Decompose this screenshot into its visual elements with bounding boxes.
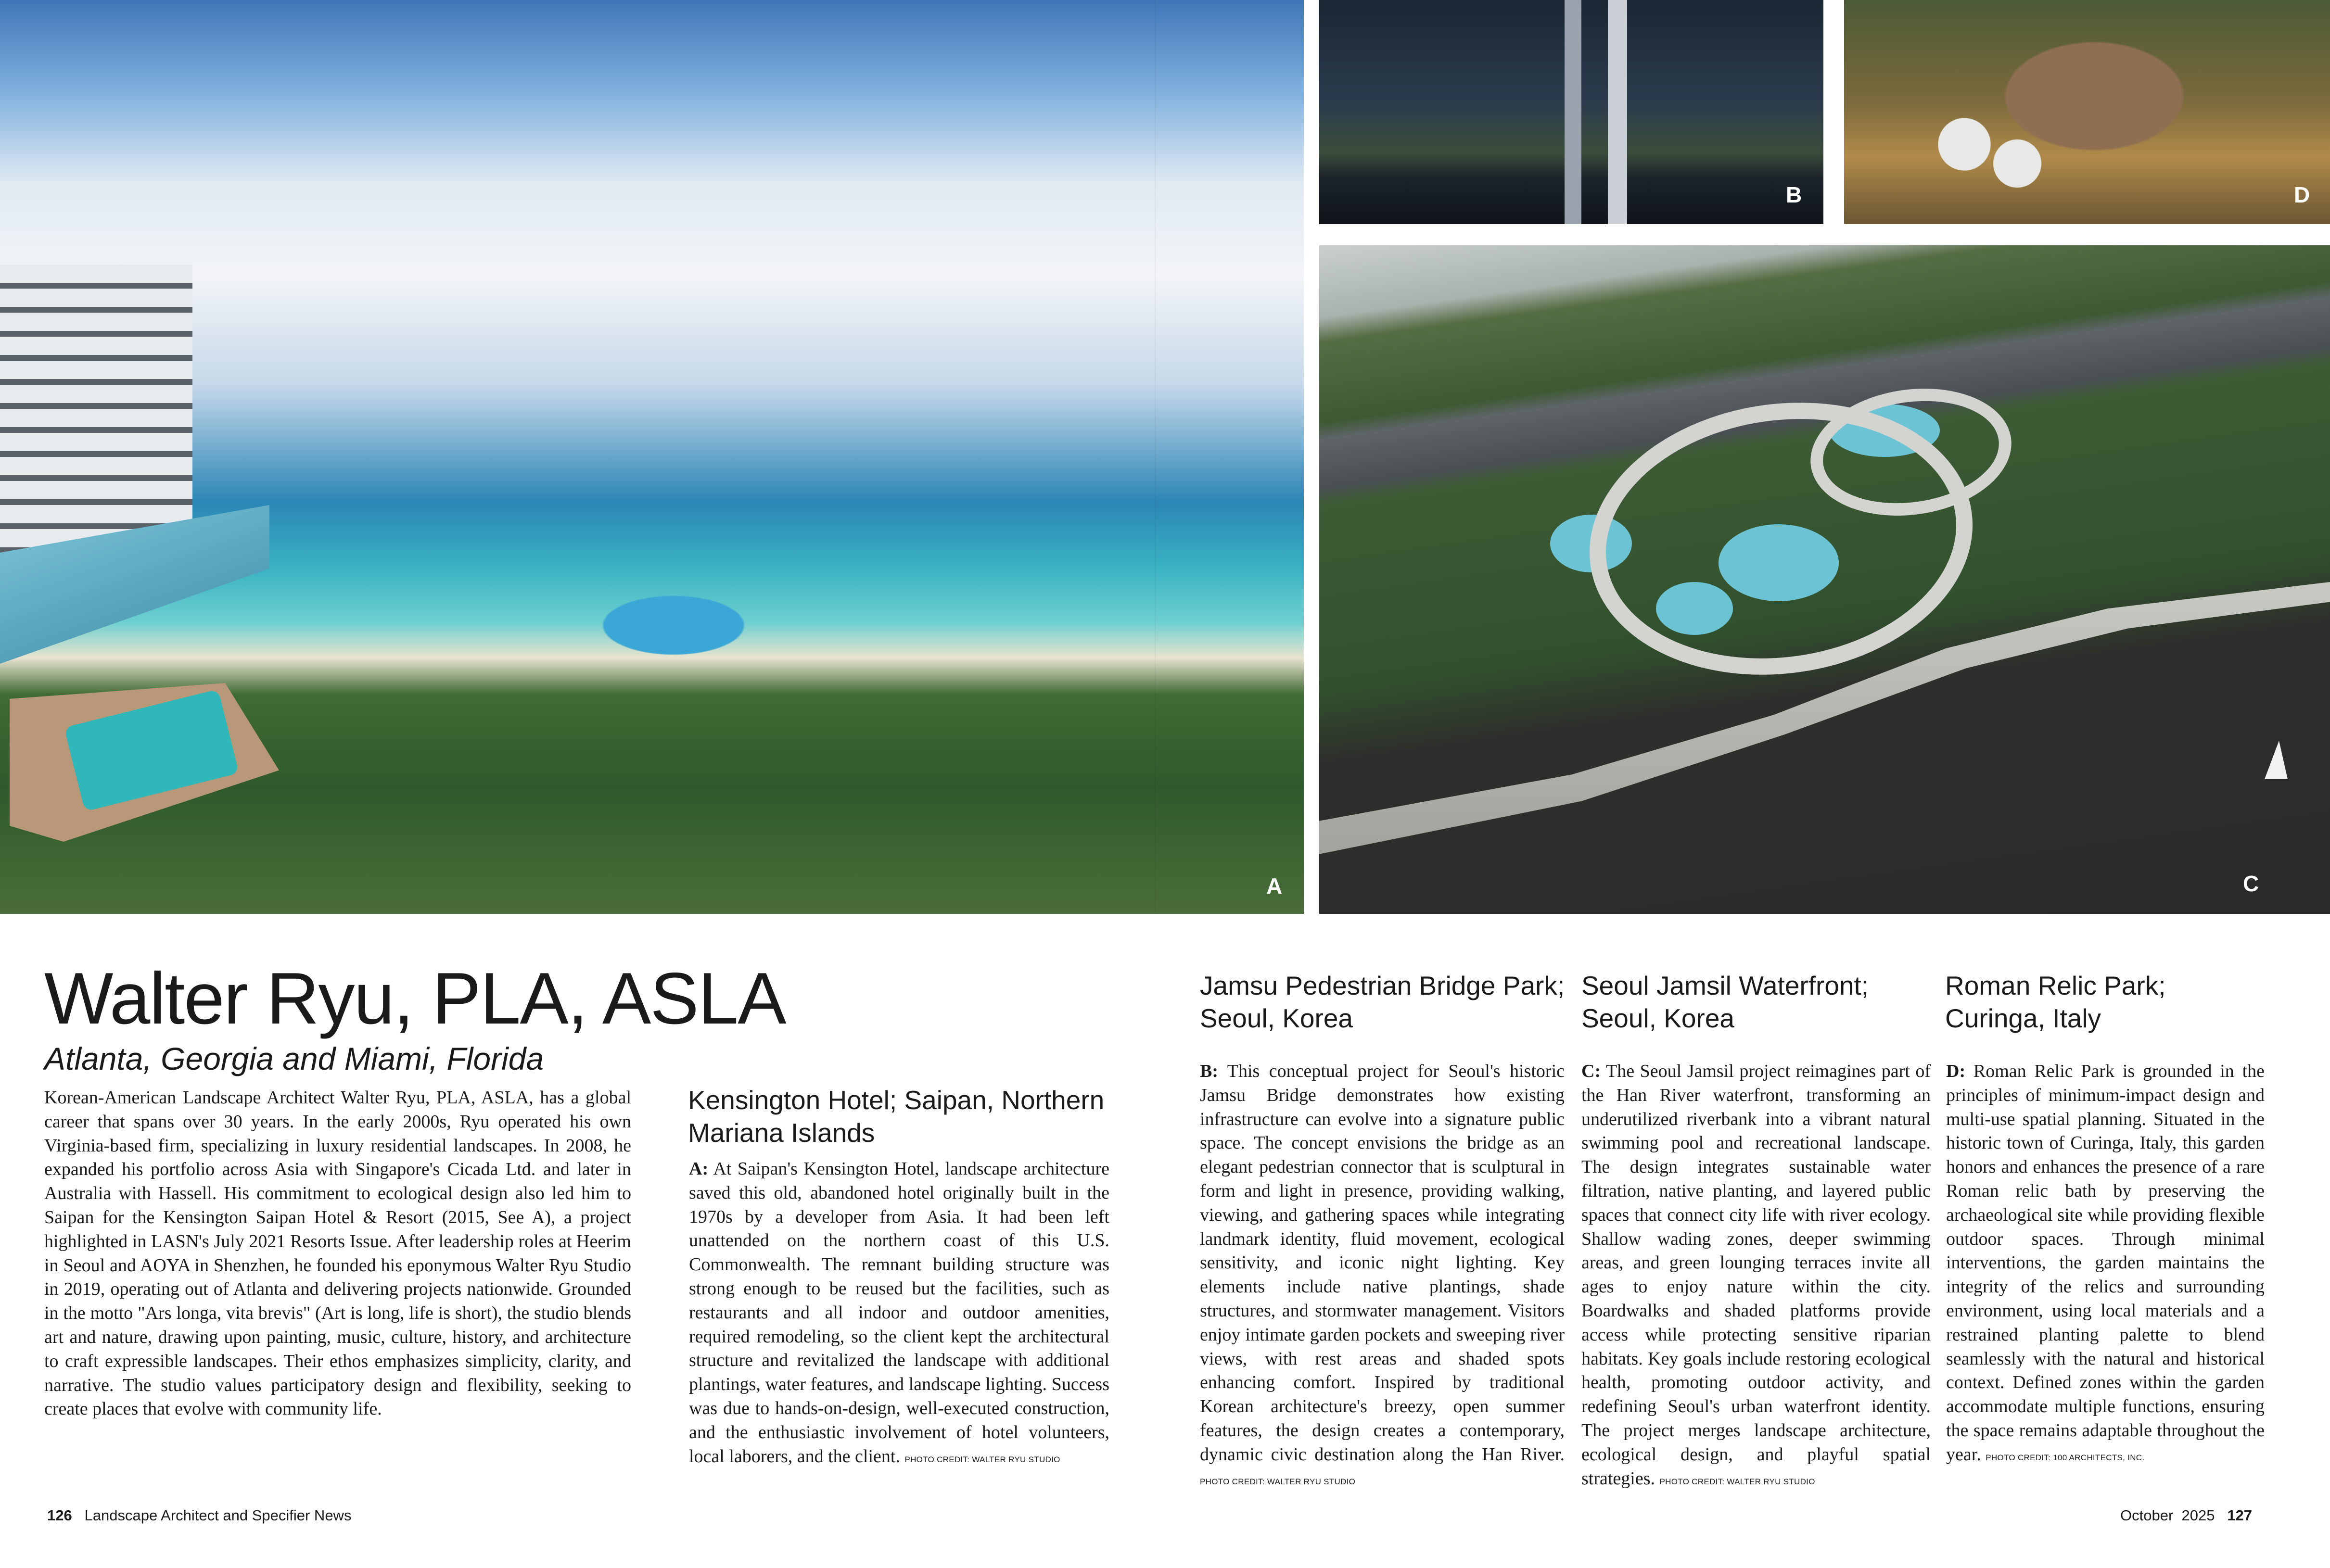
photo-kensington-hotel (0, 0, 1304, 914)
photo-credit-d: PHOTO CREDIT: 100 ARCHITECTS, INC. (1986, 1453, 2145, 1462)
publication-name: Landscape Architect and Specifier News (84, 1507, 352, 1524)
project-body-d: Roman Relic Park is grounded in the principles of minimum-impact design and multi-use spatial planning. Situated in the historic town of Curinga, Italy, this garden honors and enhances the presence of a rare Roman relic bath by preserving the archaeological site while providing flexible outdoor spaces. Through minimal interventions, the garden maintains the integrity of the relics and surrounding environment, using local materials and a restrained planting palette to blend seamlessly with the natural and historical context. Defined zones within the garden accommodate multiple functions, ensuring the space remains adaptable throughout the year. (1946, 1061, 2265, 1465)
issue-date: October 2025 (2120, 1507, 2215, 1524)
project-body-a: At Saipan's Kensington Hotel, landscape architecture saved this old, abandoned hotel originally built in the 1970s by a developer from Asia. It had been left unattended on the northern coast of this U.S. Commonwealth. The remnant building structure was strong enough to be reused but the facilities, such as restaurants and all indoor and outdoor amenities, required remodeling, so the client kept the architectural structure and revitalized the landscape with additional plantings, water features, and landscape lighting. Success was due to hands-on-design, well-executed construction, and the enthusiastic involvement of hotel volunteers, local laborers, and the client. (689, 1159, 1109, 1467)
photo-credit-b: PHOTO CREDIT: WALTER RYU STUDIO (1200, 1477, 1356, 1486)
project-key-a: A: (689, 1159, 709, 1179)
left-page-number: 126 (47, 1507, 72, 1524)
photo-label-a: A (1266, 873, 1283, 898)
photo-jamsil-waterfront (1319, 245, 2330, 914)
photo-label-b: B (1786, 182, 1802, 207)
project-title-d: Roman Relic Park; Curinga, Italy (1945, 971, 2166, 1033)
project-text-c (1581, 1060, 1931, 1493)
photo-label-d: D (2294, 182, 2310, 207)
project-body-b: This conceptual project for Seoul's historic Jamsu Bridge demonstrates how existing infrastructure can evolve into a signature public space. The concept envisions the bridge as an elegant pedestrian connector that is sculptural in form and light in presence, providing walking, viewing, and gathering spaces while integrating landmark identity, fluid movement, ecological sensitivity, and iconic night lighting. Key elements include native plantings, shade structures, and stormwater management. Visitors enjoy intimate garden pockets and sweeping river views, with rest areas and shaded spots enhancing comfort. Inspired by traditional Korean architecture's breezy, open summer features, the design creates a contemporary, dynamic civic destination along the Han River. (1200, 1061, 1565, 1465)
project-key-c: C: (1581, 1061, 1601, 1081)
project-title-c: Seoul Jamsil Waterfront; Seoul, Korea (1581, 971, 1869, 1033)
page-subtitle: Atlanta, Georgia and Miami, Florida (44, 1041, 544, 1076)
photo-roman-relic-park (1844, 0, 2330, 224)
photo-label-c: C (2243, 871, 2259, 896)
project-key-d: D: (1946, 1061, 1966, 1081)
photo-jamsu-bridge (1319, 0, 1823, 224)
left-page-footer (47, 1508, 351, 1523)
project-text-a (689, 1157, 1109, 1471)
page-title: Walter Ryu, PLA, ASLA (44, 958, 786, 1039)
project-text-d (1946, 1060, 2265, 1470)
bio-paragraph: Korean-American Landscape Architect Walter Ryu, PLA, ASLA, has a global career that spans over 30 years. In the early 2000s, Ryu operated his own Virginia-based firm, specializing in luxury residential landscapes. In 2008, he expanded his portfolio across Asia with Singapore's Cicada Ltd. and later in Australia with Hassell. His commitment to ecological design also led him to Saipan for the Kensington Saipan Hotel & Resort (2015, See A), a project highlighted in LASN's July 2021 Resorts Issue. After leadership roles at Heerim in Seoul and AOYA in Shenzhen, he founded his eponymous Walter Ryu Studio in 2019, operating out of Atlanta and delivering projects nationwide. Grounded in the motto "Ars longa, vita brevis" (Art is long, life is short), the studio blends art and nature, drawing upon painting, music, culture, history, and architecture to craft expressible landscapes. Their ethos emphasizes simplicity, clarity, and narrative. The studio values participatory design and flexibility, seeking to create places that evolve with community life. (44, 1087, 631, 1419)
project-title-a: Kensington Hotel; Saipan, Northern Mariana Islands (688, 1085, 1105, 1148)
right-page-footer (2120, 1508, 2252, 1523)
project-title-b: Jamsu Pedestrian Bridge Park; Seoul, Korea (1200, 971, 1565, 1033)
sailboat (2265, 741, 2288, 779)
photo-credit-c: PHOTO CREDIT: WALTER RYU STUDIO (1659, 1477, 1815, 1486)
project-key-b: B: (1200, 1061, 1218, 1081)
project-body-c: The Seoul Jamsil project reimagines part of the Han River waterfront, transforming an underutilized riverbank into a vibrant natural swimming pool and recreational landscape. The design integrates sustainable water filtration, native planting, and layered public spaces that connect city life with river ecology. Shallow wading zones, deeper swimming areas, and green lounging terraces invite all ages to enjoy nature within the city. Boardwalks and shaded platforms provide access while protecting sensitive riparian habitats. Key goals include restoring ecological health, promoting outdoor activity, and redefining Seoul's urban waterfront identity. The project merges landscape architecture, ecological design, and playful spatial strategies. (1581, 1061, 1931, 1489)
project-text-b (1200, 1060, 1565, 1493)
photo-credit-a: PHOTO CREDIT: WALTER RYU STUDIO (904, 1454, 1060, 1464)
page-gutter (1155, 0, 1156, 914)
right-page-number: 127 (2227, 1507, 2253, 1524)
